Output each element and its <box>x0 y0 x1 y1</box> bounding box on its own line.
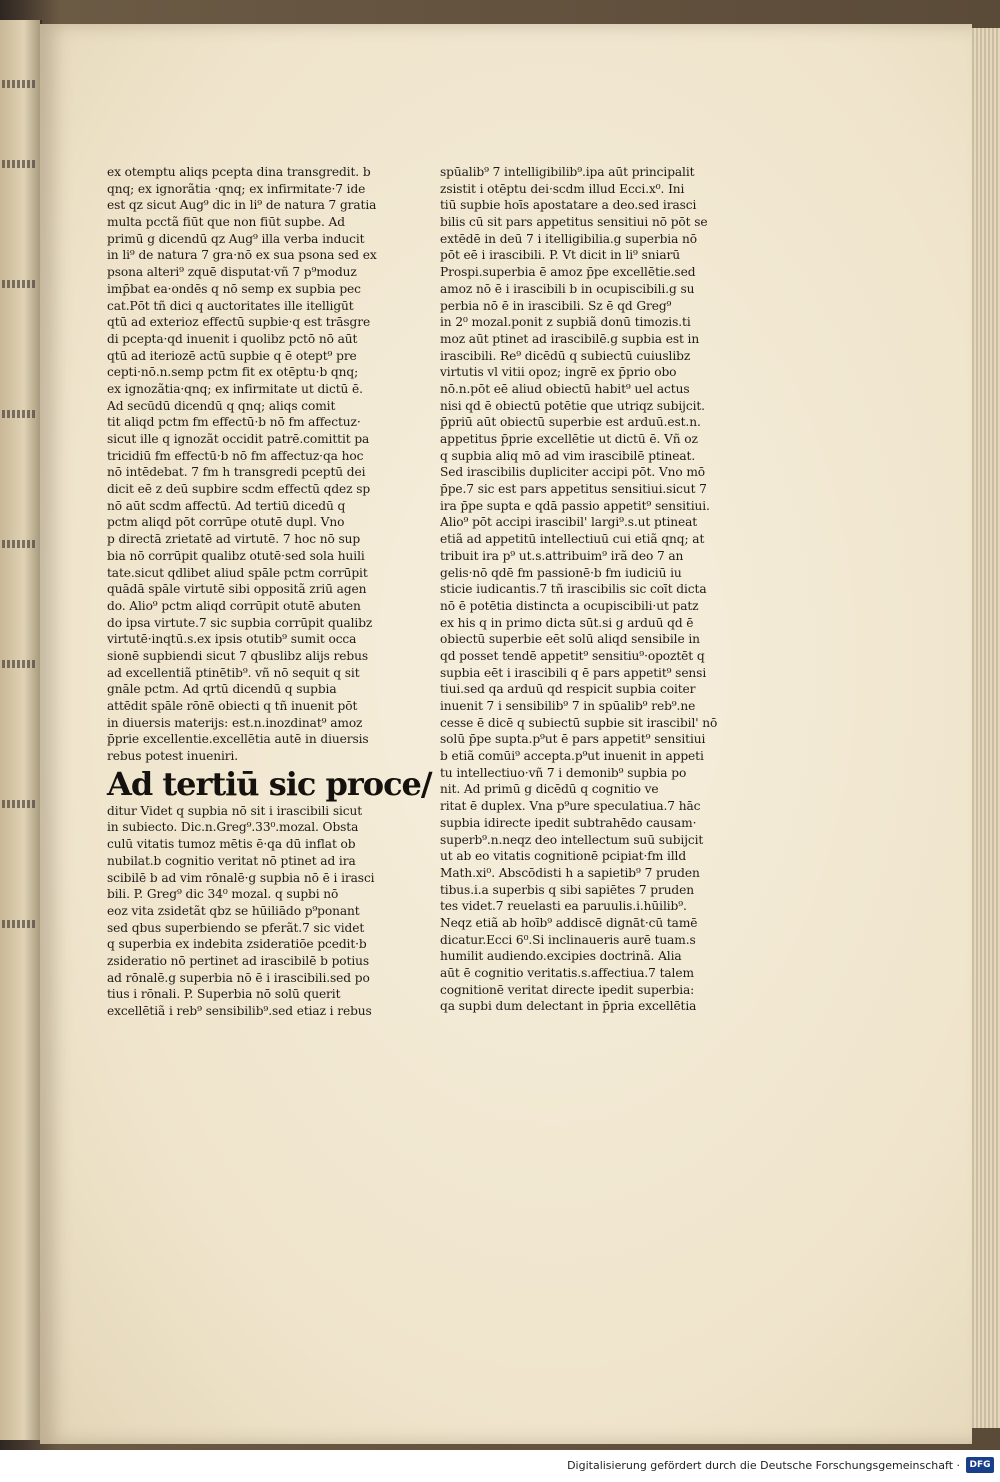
text-line: ditur Videt q supbia nō sit i irascibili sicut <box>107 803 363 818</box>
text-line: sticie iudicantis.7 tñ irascibilis sic coīt dicta <box>440 582 707 597</box>
text-line: nubilat.b cognitio veritat nō ptinet ad ira <box>107 853 356 868</box>
text-line: nisi qd ē obiectū potētie que utriqz subijcit. <box>440 398 705 413</box>
text-line: tate.sicut qdlibet aliud spāle pctm corrūpit <box>107 565 368 580</box>
text-line: tes videt.7 reuelasti ea paruulis.i.hūilib⁹. <box>440 899 687 914</box>
text-line: solū p̄pe supta.p⁹ut ē pars appetit⁹ sensitiui <box>440 732 706 747</box>
text-line: tit aliqd pctm fm effectū·b nō fm affectuz· <box>107 415 361 430</box>
funding-credit: Digitalisierung gefördert durch die Deutsche Forschungsgemeinschaft · <box>567 1459 960 1472</box>
text-line: virtutis vl vitii opoz; ingrē ex p̄prio obo <box>440 365 677 380</box>
text-line: spūalib⁹ 7 intelligibilib⁹.ipa aūt principalit <box>440 165 695 179</box>
dfg-logo: DFG <box>966 1457 994 1473</box>
text-line: sicut ille q ignozãt occidit patrē.comittit pa <box>107 432 370 446</box>
text-line: dicit eē z deū supbire scdm effectū qdez sp <box>107 482 371 497</box>
text-line: quādā spāle virtutē sibi oppositã zriū agen <box>107 582 367 597</box>
text-line: superb⁹.n.neqz deo intellectum suū subijcit <box>440 832 704 847</box>
text-line: excellētiã i reb⁹ sensibilib⁹.sed etiaz i rebus <box>107 1004 372 1018</box>
text-line: tricidiū fm effectū·b nō fm affectuz·qa hoc <box>107 448 364 463</box>
text-line: nō ē potētia distincta a ocupiscibili·ut patz <box>440 598 699 613</box>
text-line: inuenit 7 i sensibilib⁹ 7 in spūalib⁹ reb⁹.ne <box>440 699 696 713</box>
text-line: cepti·nō.n.semp pctm fit ex otēptu·b qnq; <box>107 365 359 380</box>
text-line: bia nō corrūpit qualibz otutē·sed sola huili <box>107 548 365 563</box>
text-line: qnq; ex ignorãtia ·qnq; ex infirmitate·7 ide <box>107 181 366 196</box>
text-line: appetitus p̄prie excellētie ut dictū ē. Vñ oz <box>440 432 698 446</box>
text-line: p directā zrietatē ad virtutē. 7 hoc nō sup <box>107 532 361 547</box>
text-line: gelis·nō qdē fm passionē·b fm iudiciū iu <box>440 565 682 580</box>
text-line: obiectū superbie eēt solū aliqd sensibile in <box>440 632 700 647</box>
text-line: qd posset tendē appetit⁹ sensitiu⁹·opoztēt q <box>440 648 705 663</box>
text-line: irascibili. Re⁹ dicēdū q subiectū cuiuslibz <box>440 348 691 363</box>
text-line: cesse ē dicē q subiectū supbie sit irascibil' nō <box>440 715 718 730</box>
text-line: p̄priū aūt obiectū superbie est arduū.est.n. <box>440 415 701 430</box>
text-line: sionē supbiendi sicut 7 qbuslibz alijs rebus <box>107 648 369 663</box>
text-line: amoz nō ē i irascibili b in ocupiscibili.g su <box>440 281 695 296</box>
text-line: supbia eēt i irascibili q ē pars appetit⁹ sensi <box>440 665 707 680</box>
text-line: Prospi.superbia ē amoz p̄pe excellētie.sed <box>440 265 696 280</box>
text-line: aūt ē cognitio veritatis.s.affectiua.7 talem <box>440 966 694 980</box>
text-line: ritat ē duplex. Vna p⁹ure speculatiua.7 hāc <box>440 799 701 814</box>
text-line: sed qbus superbiendo se pferãt.7 sic videt <box>107 920 365 935</box>
text-line: do. Alio⁹ pctm aliqd corrūpit otutē abuten <box>107 598 361 613</box>
adjacent-left-page <box>0 20 42 1440</box>
text-line: tiū supbie hoīs apostatare a deo.sed irasci <box>440 198 697 213</box>
text-line: primū g dicendū qz Aug⁹ illa verba inducit <box>107 231 365 246</box>
text-line: gnāle pctm. Ad qrtū dicendū q supbia <box>107 682 337 697</box>
text-line: qa supbi dum delectant in p̄pria excellētia <box>440 999 697 1014</box>
text-line: in li⁹ de natura 7 gra·nō ex sua psona sed ex <box>107 248 377 263</box>
text-line: in subiecto. Dic.n.Greg⁹.33⁰.mozal. Obsta <box>107 820 359 835</box>
text-line: multa pcctã fiūt que non fiūt supbe. Ad <box>107 215 345 230</box>
text-line: p̄prie excellentie.excellētia autē in diuersis <box>107 732 369 747</box>
text-line: ad rōnalē.g superbia nō ē i irascibili.sed po <box>107 970 370 985</box>
text-line: moz aūt ptinet ad irascibilē.g supbia est in <box>440 331 700 346</box>
text-line: imp̄bat ea·ondēs q nō semp ex supbia pec <box>107 281 361 296</box>
text-line: Alio⁹ pōt accipi irascibil' largi⁹.s.ut ptineat <box>440 515 698 530</box>
text-line: dicatur.Ecci 6⁰.Si inclinaueris aurē tuam.s <box>440 932 696 947</box>
articulus-heading: Ad tertiū sic proce/ <box>107 764 432 803</box>
text-line: ad excellentiã ptinētib⁹. vñ nō sequit q sit <box>107 665 360 680</box>
text-line: zsistit i otēptu dei·scdm illud Ecci.x⁰. Ini <box>440 181 685 196</box>
text-line: ex ignozãtia·qnq; ex infirmitate ut dictū ē. <box>107 381 363 396</box>
text-line: q supbia aliq mō ad vim irascibilē ptineat. <box>440 448 696 463</box>
text-line: Math.xi⁰. Abscōdisti h a sapietib⁹ 7 pruden <box>440 865 700 880</box>
text-line: qtū ad iteriozē actū supbie q ē otept⁹ pre <box>107 348 357 363</box>
text-line: do ipsa virtute.7 sic supbia corrūpit qualibz <box>107 615 373 630</box>
footer-bar <box>0 1450 1000 1482</box>
left-text-column <box>107 164 432 1020</box>
text-line: tiui.sed qa arduū qd respicit supbia coiter <box>440 682 696 697</box>
text-line: supbia idirecte ipedit subtrahēdo causam· <box>440 815 697 830</box>
text-line: eoz vita zsidetãt qbz se hūiliādo p⁹ponant <box>107 903 360 918</box>
book-page <box>40 24 972 1444</box>
text-line: nō aūt scdm affectū. Ad tertiū dicedū q <box>107 498 346 513</box>
text-line: est qz sicut Aug⁹ dic in li⁹ de natura 7 gratia <box>107 198 377 213</box>
text-line: ex his q in primo dicta sūt.si g arduū qd ē <box>440 615 694 630</box>
text-line: ut ab eo vitatis cognitionē pcipiat·fm illd <box>440 849 687 864</box>
text-line: cognitionē veritat directe ipedit superbia: <box>440 982 695 997</box>
text-line: Sed irascibilis dupliciter accipi pōt. Vno mō <box>440 465 706 480</box>
text-line: tibus.i.a superbis q sibi sapiētes 7 pruden <box>440 882 695 897</box>
text-line: pctm aliqd pōt corrūpe otutē dupl. Vno <box>107 515 345 530</box>
text-line: in 2⁰ mozal.ponit z supbiã donū timozis.ti <box>440 315 691 330</box>
text-line: scibilē b ad vim rōnalē·g supbia nō ē i irasci <box>107 870 375 885</box>
text-line: rebus potest inueniri. <box>107 749 239 764</box>
text-line: nō.n.pōt eē aliud obiectū habit⁹ uel actus <box>440 381 690 396</box>
text-line: zsideratio nō pertinet ad irascibilē b potius <box>107 953 370 968</box>
text-line: cat.Pōt tñ dici q auctoritates ille itelligūt <box>107 298 354 313</box>
text-line: tribuit ira p⁹ ut.s.attribuim⁹ irã deo 7 an <box>440 548 684 563</box>
text-line: in diuersis materijs: est.n.inozdinat⁹ amoz <box>107 715 363 730</box>
text-line: etiã ad appetitū intellectiuū cui etiã qnq; at <box>440 532 705 547</box>
text-line: pōt eē i irascibili. P. Vt dicit in li⁹ sniarū <box>440 248 680 263</box>
text-line: humilit audiendo.excipies doctrinã. Alia <box>440 949 682 964</box>
text-line: culū vitatis tumoz mētis ē·qa dū inflat ob <box>107 837 356 852</box>
text-line: bili. P. Greg⁹ dic 34⁰ mozal. q supbi nō <box>107 887 339 902</box>
text-line: di pcepta·qd inuenit i quolibz pctō nō aūt <box>107 331 358 346</box>
text-line: attēdit spāle rōnē obiecti q tñ inuenit pōt <box>107 699 358 713</box>
text-line: psona alteri⁹ zquē disputat·vñ 7 p⁹moduz <box>107 265 357 280</box>
text-line: b etiã comūi⁹ accepta.p⁹ut inuenit in appeti <box>440 749 704 764</box>
right-text-column <box>440 164 750 1015</box>
text-line: q superbia ex indebita zsideratiōe pcedit·b <box>107 937 367 952</box>
text-line: tu intellectiuo·vñ 7 i demonib⁹ supbia po <box>440 765 687 780</box>
text-line: Neqz etiã ab hoīb⁹ addiscē dignāt·cū tamē <box>440 915 698 930</box>
text-line: nō intēdebat. 7 fm h transgredi pceptū dei <box>107 465 366 480</box>
text-line: ex otemptu aliqs pcepta dina transgredit. b <box>107 165 371 179</box>
text-line: virtutē·inqtū.s.ex ipsis otutib⁹ sumit occa <box>107 632 357 647</box>
text-line: nit. Ad primū g dicēdū q cognitio ve <box>440 782 659 797</box>
text-line: bilis cū sit pars appetitus sensitiui nō pōt se <box>440 215 708 230</box>
text-line: p̄pe.7 sic est pars appetitus sensitiui.sicut 7 <box>440 482 707 497</box>
text-line: ira p̄pe supta e qdā passio appetit⁹ sensitiui. <box>440 498 710 513</box>
text-line: qtū ad exterioz effectū supbie·q est trāsgre <box>107 315 371 330</box>
text-line: Ad secūdū dicendū q qnq; aliqs comit <box>107 398 336 413</box>
text-line: tius i rōnali. P. Superbia nō solū querit <box>107 987 341 1002</box>
text-line: perbia nō ē in irascibili. Sz ē qd Greg⁹ <box>440 298 672 313</box>
text-line: extēdē in deū 7 i itelligibilia.g superbia nō <box>440 231 698 246</box>
page-stack-edge <box>969 28 1000 1428</box>
